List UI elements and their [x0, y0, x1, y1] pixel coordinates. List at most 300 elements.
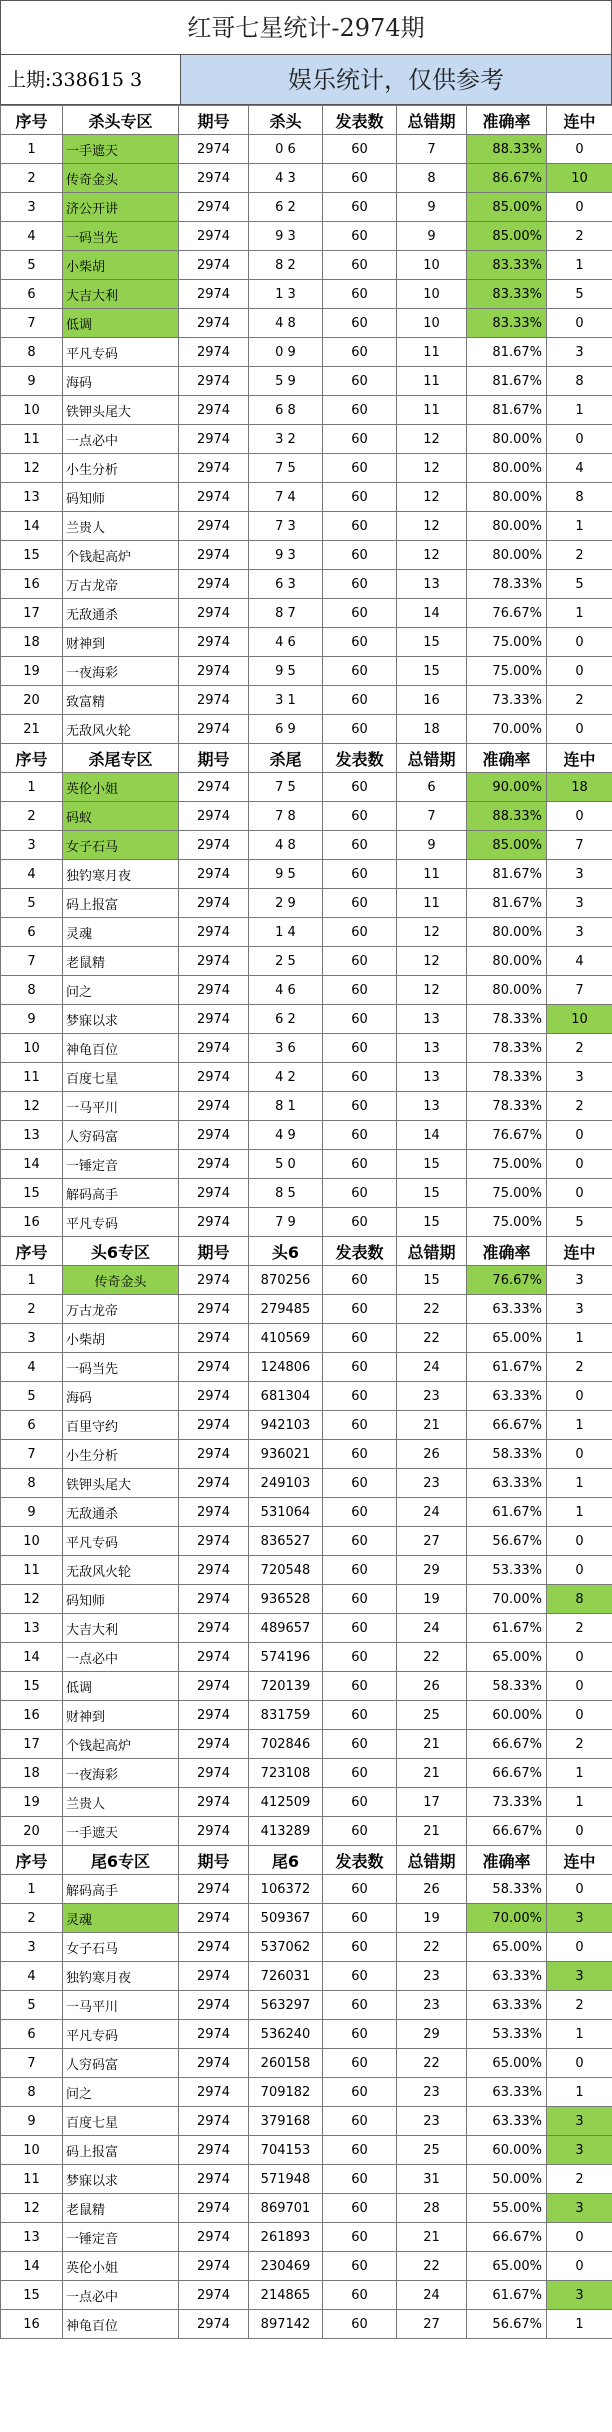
expert-name: 灵魂	[63, 1904, 179, 1933]
prediction-value: 6 8	[249, 396, 323, 425]
expert-name: 灵魂	[63, 918, 179, 947]
table-row	[1, 1788, 612, 1817]
streak: 0	[547, 1817, 612, 1846]
issue-number: 2974	[179, 309, 249, 338]
issue-number: 2974	[179, 715, 249, 744]
published-count: 60	[323, 2020, 397, 2049]
accuracy: 85.00%	[467, 222, 547, 251]
expert-name: 老鼠精	[63, 947, 179, 976]
issue-number: 2974	[179, 1759, 249, 1788]
issue-number: 2974	[179, 1788, 249, 1817]
expert-name: 小柴胡	[63, 251, 179, 280]
error-count: 27	[397, 1527, 467, 1556]
expert-name: 无敌通杀	[63, 1498, 179, 1527]
accuracy: 80.00%	[467, 454, 547, 483]
error-count: 14	[397, 1121, 467, 1150]
row-index: 8	[1, 1469, 63, 1498]
published-count: 60	[323, 1672, 397, 1701]
published-count: 60	[323, 918, 397, 947]
published-count: 60	[323, 1730, 397, 1759]
header-index: 序号	[1, 1237, 63, 1266]
expert-name: 一马平川	[63, 1991, 179, 2020]
issue-number: 2974	[179, 1585, 249, 1614]
row-index: 8	[1, 976, 63, 1005]
issue-number: 2974	[179, 1150, 249, 1179]
accuracy: 65.00%	[467, 1324, 547, 1353]
table-row	[1, 1730, 612, 1759]
accuracy: 61.67%	[467, 1353, 547, 1382]
streak: 5	[547, 280, 612, 309]
streak: 1	[547, 1411, 612, 1440]
issue-number: 2974	[179, 2165, 249, 2194]
prediction-value: 6 2	[249, 193, 323, 222]
table-row	[1, 831, 612, 860]
header-zone: 头6专区	[63, 1237, 179, 1266]
table-row	[1, 2252, 612, 2281]
published-count: 60	[323, 2223, 397, 2252]
prediction-value: 410569	[249, 1324, 323, 1353]
streak: 1	[547, 2310, 612, 2339]
expert-name: 百里守约	[63, 1411, 179, 1440]
published-count: 60	[323, 657, 397, 686]
table-row	[1, 1643, 612, 1672]
issue-number: 2974	[179, 338, 249, 367]
streak: 0	[547, 1440, 612, 1469]
section-header-row	[1, 1846, 612, 1875]
prediction-value: 704153	[249, 2136, 323, 2165]
issue-number: 2974	[179, 889, 249, 918]
prediction-value: 8 2	[249, 251, 323, 280]
row-index: 13	[1, 483, 63, 512]
expert-name: 万古龙帝	[63, 1295, 179, 1324]
section-header-row	[1, 106, 612, 135]
row-index: 3	[1, 1324, 63, 1353]
streak: 0	[547, 1527, 612, 1556]
accuracy: 65.00%	[467, 2049, 547, 2078]
published-count: 60	[323, 1933, 397, 1962]
row-index: 20	[1, 1817, 63, 1846]
prediction-value: 9 5	[249, 657, 323, 686]
table-row	[1, 947, 612, 976]
prediction-value: 6 3	[249, 570, 323, 599]
header-zone: 杀头专区	[63, 106, 179, 135]
published-count: 60	[323, 1121, 397, 1150]
error-count: 22	[397, 1933, 467, 1962]
header-streak: 连中	[547, 1237, 612, 1266]
prediction-value: 4 9	[249, 1121, 323, 1150]
streak: 0	[547, 425, 612, 454]
prediction-value: 7 3	[249, 512, 323, 541]
expert-name: 无敌风火轮	[63, 1556, 179, 1585]
streak: 0	[547, 2223, 612, 2252]
streak: 3	[547, 860, 612, 889]
accuracy: 81.67%	[467, 338, 547, 367]
row-index: 4	[1, 222, 63, 251]
row-index: 18	[1, 628, 63, 657]
expert-name: 致富精	[63, 686, 179, 715]
table-row	[1, 2194, 612, 2223]
issue-number: 2974	[179, 1440, 249, 1469]
table-row	[1, 2165, 612, 2194]
accuracy: 73.33%	[467, 1788, 547, 1817]
error-count: 21	[397, 2223, 467, 2252]
expert-name: 平凡专码	[63, 338, 179, 367]
accuracy: 63.33%	[467, 2107, 547, 2136]
accuracy: 81.67%	[467, 860, 547, 889]
error-count: 23	[397, 2078, 467, 2107]
issue-number: 2974	[179, 164, 249, 193]
header-streak: 连中	[547, 106, 612, 135]
prediction-value: 7 5	[249, 773, 323, 802]
prediction-value: 9 3	[249, 541, 323, 570]
prediction-value: 942103	[249, 1411, 323, 1440]
row-index: 15	[1, 2281, 63, 2310]
prediction-value: 5 9	[249, 367, 323, 396]
row-index: 10	[1, 2136, 63, 2165]
prediction-value: 6 2	[249, 1005, 323, 1034]
issue-number: 2974	[179, 686, 249, 715]
error-count: 9	[397, 193, 467, 222]
accuracy: 63.33%	[467, 1295, 547, 1324]
published-count: 60	[323, 454, 397, 483]
row-index: 15	[1, 541, 63, 570]
table-row	[1, 483, 612, 512]
issue-number: 2974	[179, 1034, 249, 1063]
error-count: 11	[397, 338, 467, 367]
accuracy: 88.33%	[467, 802, 547, 831]
expert-name: 财神到	[63, 1701, 179, 1730]
accuracy: 65.00%	[467, 1643, 547, 1672]
error-count: 23	[397, 1382, 467, 1411]
table-row	[1, 1092, 612, 1121]
issue-number: 2974	[179, 1005, 249, 1034]
header-zone: 杀尾专区	[63, 744, 179, 773]
streak: 2	[547, 1092, 612, 1121]
row-index: 9	[1, 2107, 63, 2136]
issue-number: 2974	[179, 512, 249, 541]
issue-number: 2974	[179, 135, 249, 164]
published-count: 60	[323, 1875, 397, 1904]
expert-name: 无敌风火轮	[63, 715, 179, 744]
error-count: 8	[397, 164, 467, 193]
published-count: 60	[323, 628, 397, 657]
issue-number: 2974	[179, 1672, 249, 1701]
header-errors: 总错期	[397, 1237, 467, 1266]
published-count: 60	[323, 2281, 397, 2310]
table-row	[1, 773, 612, 802]
error-count: 15	[397, 1179, 467, 1208]
streak: 0	[547, 2252, 612, 2281]
summary-bar	[0, 55, 612, 105]
prediction-value: 0 9	[249, 338, 323, 367]
streak: 3	[547, 889, 612, 918]
accuracy: 61.67%	[467, 1614, 547, 1643]
accuracy: 80.00%	[467, 947, 547, 976]
row-index: 12	[1, 2194, 63, 2223]
accuracy: 58.33%	[467, 1440, 547, 1469]
issue-number: 2974	[179, 1092, 249, 1121]
published-count: 60	[323, 2165, 397, 2194]
row-index: 10	[1, 1034, 63, 1063]
streak: 18	[547, 773, 612, 802]
row-index: 17	[1, 1730, 63, 1759]
row-index: 12	[1, 1585, 63, 1614]
prediction-value: 124806	[249, 1353, 323, 1382]
issue-number: 2974	[179, 193, 249, 222]
row-index: 16	[1, 2310, 63, 2339]
table-row	[1, 2281, 612, 2310]
published-count: 60	[323, 1759, 397, 1788]
expert-name: 女子石马	[63, 1933, 179, 1962]
table-row	[1, 918, 612, 947]
header-accuracy: 准确率	[467, 744, 547, 773]
issue-number: 2974	[179, 280, 249, 309]
expert-name: 一码当先	[63, 1353, 179, 1382]
header-index: 序号	[1, 106, 63, 135]
streak: 2	[547, 1991, 612, 2020]
streak: 2	[547, 686, 612, 715]
accuracy: 80.00%	[467, 483, 547, 512]
prediction-value: 509367	[249, 1904, 323, 1933]
error-count: 26	[397, 1440, 467, 1469]
expert-name: 女子石马	[63, 831, 179, 860]
published-count: 60	[323, 1614, 397, 1643]
accuracy: 75.00%	[467, 628, 547, 657]
table-row	[1, 1440, 612, 1469]
expert-name: 海码	[63, 1382, 179, 1411]
prediction-value: 9 5	[249, 860, 323, 889]
table-row	[1, 1034, 612, 1063]
row-index: 3	[1, 1933, 63, 1962]
accuracy: 80.00%	[467, 425, 547, 454]
issue-number: 2974	[179, 802, 249, 831]
issue-number: 2974	[179, 1498, 249, 1527]
table-row	[1, 1585, 612, 1614]
published-count: 60	[323, 1324, 397, 1353]
streak: 2	[547, 1730, 612, 1759]
issue-number: 2974	[179, 599, 249, 628]
expert-name: 英伦小姐	[63, 2252, 179, 2281]
row-index: 16	[1, 570, 63, 599]
row-index: 4	[1, 860, 63, 889]
expert-name: 码知师	[63, 1585, 179, 1614]
accuracy: 61.67%	[467, 2281, 547, 2310]
published-count: 60	[323, 280, 397, 309]
table-row	[1, 1701, 612, 1730]
published-count: 60	[323, 831, 397, 860]
error-count: 11	[397, 396, 467, 425]
header-published: 发表数	[323, 1846, 397, 1875]
expert-name: 码上报富	[63, 2136, 179, 2165]
prediction-value: 8 1	[249, 1092, 323, 1121]
streak: 3	[547, 918, 612, 947]
prediction-value: 279485	[249, 1295, 323, 1324]
streak: 0	[547, 193, 612, 222]
streak: 1	[547, 599, 612, 628]
table-row	[1, 512, 612, 541]
prediction-value: 531064	[249, 1498, 323, 1527]
prediction-value: 3 1	[249, 686, 323, 715]
published-count: 60	[323, 976, 397, 1005]
published-count: 60	[323, 396, 397, 425]
error-count: 11	[397, 860, 467, 889]
published-count: 60	[323, 1962, 397, 1991]
table-row	[1, 1208, 612, 1237]
streak: 8	[547, 367, 612, 396]
header-published: 发表数	[323, 744, 397, 773]
expert-name: 一点必中	[63, 425, 179, 454]
header-issue: 期号	[179, 1237, 249, 1266]
accuracy: 81.67%	[467, 396, 547, 425]
table-row	[1, 1933, 612, 1962]
expert-name: 大吉大利	[63, 1614, 179, 1643]
streak: 0	[547, 135, 612, 164]
prediction-value: 3 6	[249, 1034, 323, 1063]
table-row	[1, 1962, 612, 1991]
expert-name: 码蚁	[63, 802, 179, 831]
table-row	[1, 686, 612, 715]
published-count: 60	[323, 367, 397, 396]
issue-number: 2974	[179, 947, 249, 976]
row-index: 14	[1, 2252, 63, 2281]
accuracy: 78.33%	[467, 1092, 547, 1121]
streak: 1	[547, 2020, 612, 2049]
streak: 2	[547, 1034, 612, 1063]
error-count: 24	[397, 1614, 467, 1643]
expert-name: 梦寐以求	[63, 1005, 179, 1034]
row-index: 17	[1, 599, 63, 628]
published-count: 60	[323, 135, 397, 164]
error-count: 14	[397, 599, 467, 628]
streak: 2	[547, 222, 612, 251]
error-count: 24	[397, 2281, 467, 2310]
expert-name: 码知师	[63, 483, 179, 512]
row-index: 2	[1, 164, 63, 193]
table-row	[1, 193, 612, 222]
streak: 0	[547, 2049, 612, 2078]
accuracy: 61.67%	[467, 1498, 547, 1527]
row-index: 7	[1, 2049, 63, 2078]
error-count: 13	[397, 1005, 467, 1034]
accuracy: 80.00%	[467, 976, 547, 1005]
streak: 1	[547, 1469, 612, 1498]
accuracy: 60.00%	[467, 1701, 547, 1730]
prediction-value: 4 8	[249, 831, 323, 860]
published-count: 60	[323, 193, 397, 222]
issue-number: 2974	[179, 2107, 249, 2136]
expert-name: 小生分析	[63, 454, 179, 483]
table-row	[1, 2049, 612, 2078]
table-row	[1, 541, 612, 570]
header-errors: 总错期	[397, 106, 467, 135]
expert-name: 传奇金头	[63, 1266, 179, 1295]
table-row	[1, 860, 612, 889]
header-errors: 总错期	[397, 744, 467, 773]
accuracy: 81.67%	[467, 367, 547, 396]
expert-name: 海码	[63, 367, 179, 396]
header-published: 发表数	[323, 1237, 397, 1266]
error-count: 18	[397, 715, 467, 744]
prediction-value: 836527	[249, 1527, 323, 1556]
accuracy: 56.67%	[467, 2310, 547, 2339]
accuracy: 60.00%	[467, 2136, 547, 2165]
accuracy: 63.33%	[467, 1962, 547, 1991]
row-index: 12	[1, 454, 63, 483]
accuracy: 75.00%	[467, 1150, 547, 1179]
header-value: 尾6	[249, 1846, 323, 1875]
error-count: 16	[397, 686, 467, 715]
expert-name: 万古龙帝	[63, 570, 179, 599]
section-header-row	[1, 1237, 612, 1266]
issue-number: 2974	[179, 628, 249, 657]
issue-number: 2974	[179, 483, 249, 512]
prediction-value: 7 8	[249, 802, 323, 831]
published-count: 60	[323, 1150, 397, 1179]
issue-number: 2974	[179, 1266, 249, 1295]
row-index: 4	[1, 1962, 63, 1991]
streak: 0	[547, 1121, 612, 1150]
expert-name: 百度七星	[63, 1063, 179, 1092]
error-count: 12	[397, 976, 467, 1005]
published-count: 60	[323, 1092, 397, 1121]
issue-number: 2974	[179, 396, 249, 425]
error-count: 10	[397, 251, 467, 280]
prediction-value: 379168	[249, 2107, 323, 2136]
error-count: 19	[397, 1585, 467, 1614]
expert-name: 传奇金头	[63, 164, 179, 193]
published-count: 60	[323, 2136, 397, 2165]
published-count: 60	[323, 570, 397, 599]
row-index: 2	[1, 802, 63, 831]
expert-name: 人穷码富	[63, 2049, 179, 2078]
published-count: 60	[323, 338, 397, 367]
published-count: 60	[323, 1382, 397, 1411]
row-index: 1	[1, 1875, 63, 1904]
row-index: 5	[1, 1991, 63, 2020]
issue-number: 2974	[179, 1179, 249, 1208]
error-count: 22	[397, 2252, 467, 2281]
issue-number: 2974	[179, 1933, 249, 1962]
table-row	[1, 1179, 612, 1208]
error-count: 12	[397, 541, 467, 570]
issue-number: 2974	[179, 1208, 249, 1237]
table-row	[1, 1150, 612, 1179]
prediction-value: 726031	[249, 1962, 323, 1991]
streak: 0	[547, 309, 612, 338]
published-count: 60	[323, 1585, 397, 1614]
accuracy: 58.33%	[467, 1672, 547, 1701]
error-count: 7	[397, 802, 467, 831]
issue-number: 2974	[179, 1324, 249, 1353]
table-row	[1, 2107, 612, 2136]
error-count: 22	[397, 1295, 467, 1324]
expert-name: 小柴胡	[63, 1324, 179, 1353]
error-count: 21	[397, 1817, 467, 1846]
expert-name: 一手遮天	[63, 135, 179, 164]
header-value: 头6	[249, 1237, 323, 1266]
prediction-value: 8 7	[249, 599, 323, 628]
published-count: 60	[323, 1005, 397, 1034]
header-published: 发表数	[323, 106, 397, 135]
expert-name: 百度七星	[63, 2107, 179, 2136]
streak: 1	[547, 1498, 612, 1527]
row-index: 13	[1, 1614, 63, 1643]
prediction-value: 260158	[249, 2049, 323, 2078]
accuracy: 70.00%	[467, 715, 547, 744]
row-index: 7	[1, 947, 63, 976]
table-row	[1, 135, 612, 164]
published-count: 60	[323, 222, 397, 251]
